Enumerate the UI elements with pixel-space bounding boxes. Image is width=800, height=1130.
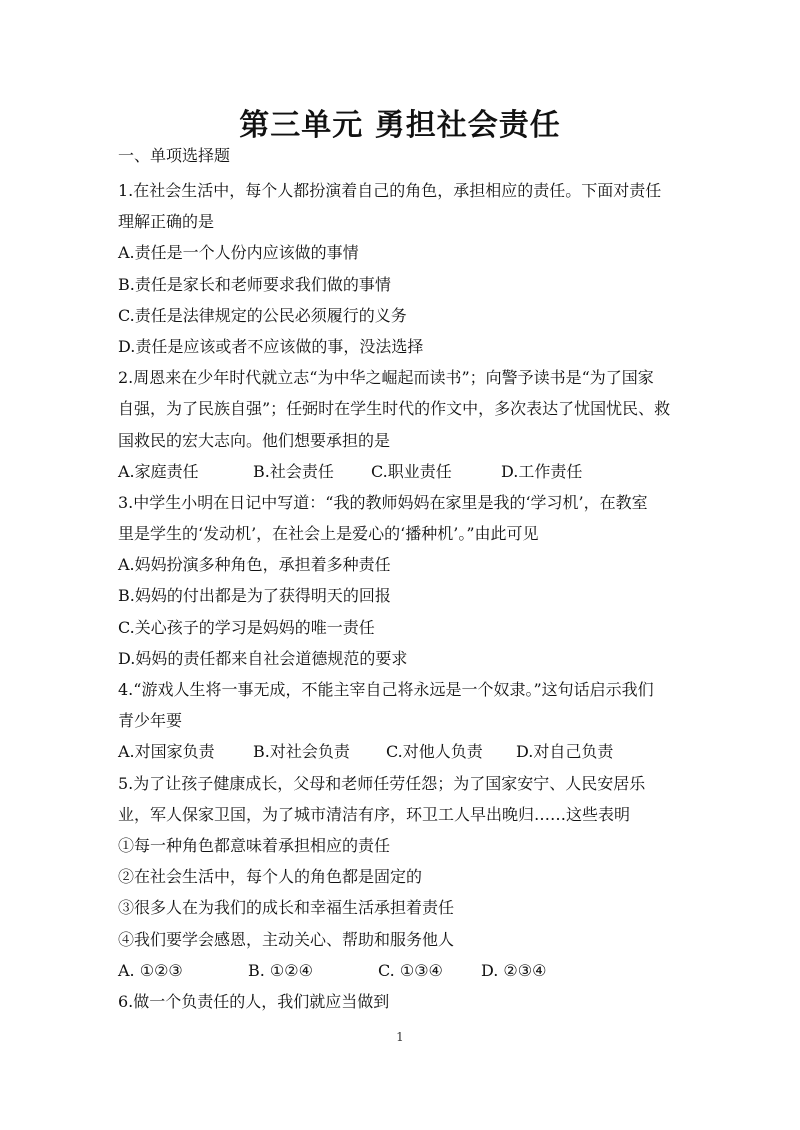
question-1-option-a: A.责任是一个人份内应该做的事情: [118, 243, 359, 263]
question-list: [118, 175, 690, 1017]
question-4-option-a: A.对国家负责: [118, 742, 215, 762]
question-3-option-c: C.关心孩子的学习是妈妈的唯一责任: [118, 617, 375, 637]
page-title: 第三单元 勇担社会责任: [239, 108, 561, 143]
question-5-stem-line-1: 5.为了让孩子健康成长，父母和老师任劳任怨；为了国家安宁、人民安居乐: [118, 773, 646, 793]
question-4-option-b: B.对社会负责: [253, 742, 350, 762]
question-5-option-c: C. ①③④: [378, 960, 443, 980]
question-1-stem-line-2: 理解正确的是: [118, 212, 215, 232]
question-5-statement-3: ③很多人在为我们的成长和幸福生活承担着责任: [118, 898, 455, 918]
question-3-option-d: D.妈妈的责任都来自社会道德规范的要求: [118, 648, 408, 668]
section-heading: 一、单项选择题: [118, 146, 231, 165]
question-3-option-b: B.妈妈的付出都是为了获得明天的回报: [118, 586, 391, 606]
question-3-stem-line-1: 3.中学生小明在日记中写道：“我的教师妈妈在家里是我的‘学习机’，在教室: [118, 492, 648, 512]
question-1-stem-line-1: 1.在社会生活中，每个人都扮演着自己的角色，承担相应的责任。下面对责任: [118, 181, 662, 200]
question-4-option-d: D.对自己负责: [516, 742, 614, 762]
question-2-stem-line-2: 自强，为了民族自强”；任弼时在学生时代的作文中，多次表达了忧国忧民、救: [118, 399, 671, 419]
question-2-option-d: D.工作责任: [501, 461, 583, 481]
question-2-stem-line-3: 国救民的宏大志向。他们想要承担的是: [118, 430, 391, 450]
question-4-stem-line-2: 青少年要: [118, 711, 183, 731]
question-2-options: [118, 456, 690, 487]
question-4-stem-line-1: 4.“游戏人生将一事无成，不能主宰自己将永远是一个奴隶。”这句话启示我们: [118, 680, 654, 699]
question-4-option-c: C.对他人负责: [386, 742, 483, 762]
question-4-options: [118, 736, 690, 767]
question-5-statement-1: ①每一种角色都意味着承担相应的责任: [118, 835, 391, 855]
question-5-options: [118, 955, 690, 986]
question-2-stem-line-1: 2.周恩来在少年时代就立志“为中华之崛起而读书”；向警予读书是“为了国家: [118, 368, 654, 388]
page-number: 1: [396, 1030, 404, 1044]
question-3-stem-line-2: 里是学生的‘发动机’，在社会上是爱心的‘播种机’。”由此可见: [118, 524, 539, 544]
question-3-option-a: A.妈妈扮演多种角色，承担着多种责任: [118, 555, 391, 575]
question-5-option-d: D. ②③④: [481, 960, 547, 980]
question-2-option-c: C.职业责任: [371, 461, 452, 481]
question-5-option-b: B. ①②④: [248, 960, 313, 980]
question-5-statement-2: ②在社会生活中，每个人的角色都是固定的: [118, 867, 423, 887]
question-5-option-a: A. ①②③: [118, 960, 183, 980]
question-5-statement-4: ④我们要学会感恩，主动关心、帮助和服务他人: [118, 929, 455, 949]
question-6-stem-line-1: 6.做一个负责任的人，我们就应当做到: [118, 991, 390, 1011]
question-1-option-d: D.责任是应该或者不应该做的事，没法选择: [118, 336, 424, 356]
question-1-option-b: B.责任是家长和老师要求我们做的事情: [118, 274, 391, 294]
question-1-option-c: C.责任是法律规定的公民必须履行的义务: [118, 305, 407, 325]
question-2-option-a: A.家庭责任: [118, 461, 199, 481]
question-2-option-b: B.社会责任: [253, 461, 334, 481]
question-5-stem-line-2: 业，军人保家卫国，为了城市清洁有序，环卫工人早出晚归……这些表明: [118, 804, 631, 824]
